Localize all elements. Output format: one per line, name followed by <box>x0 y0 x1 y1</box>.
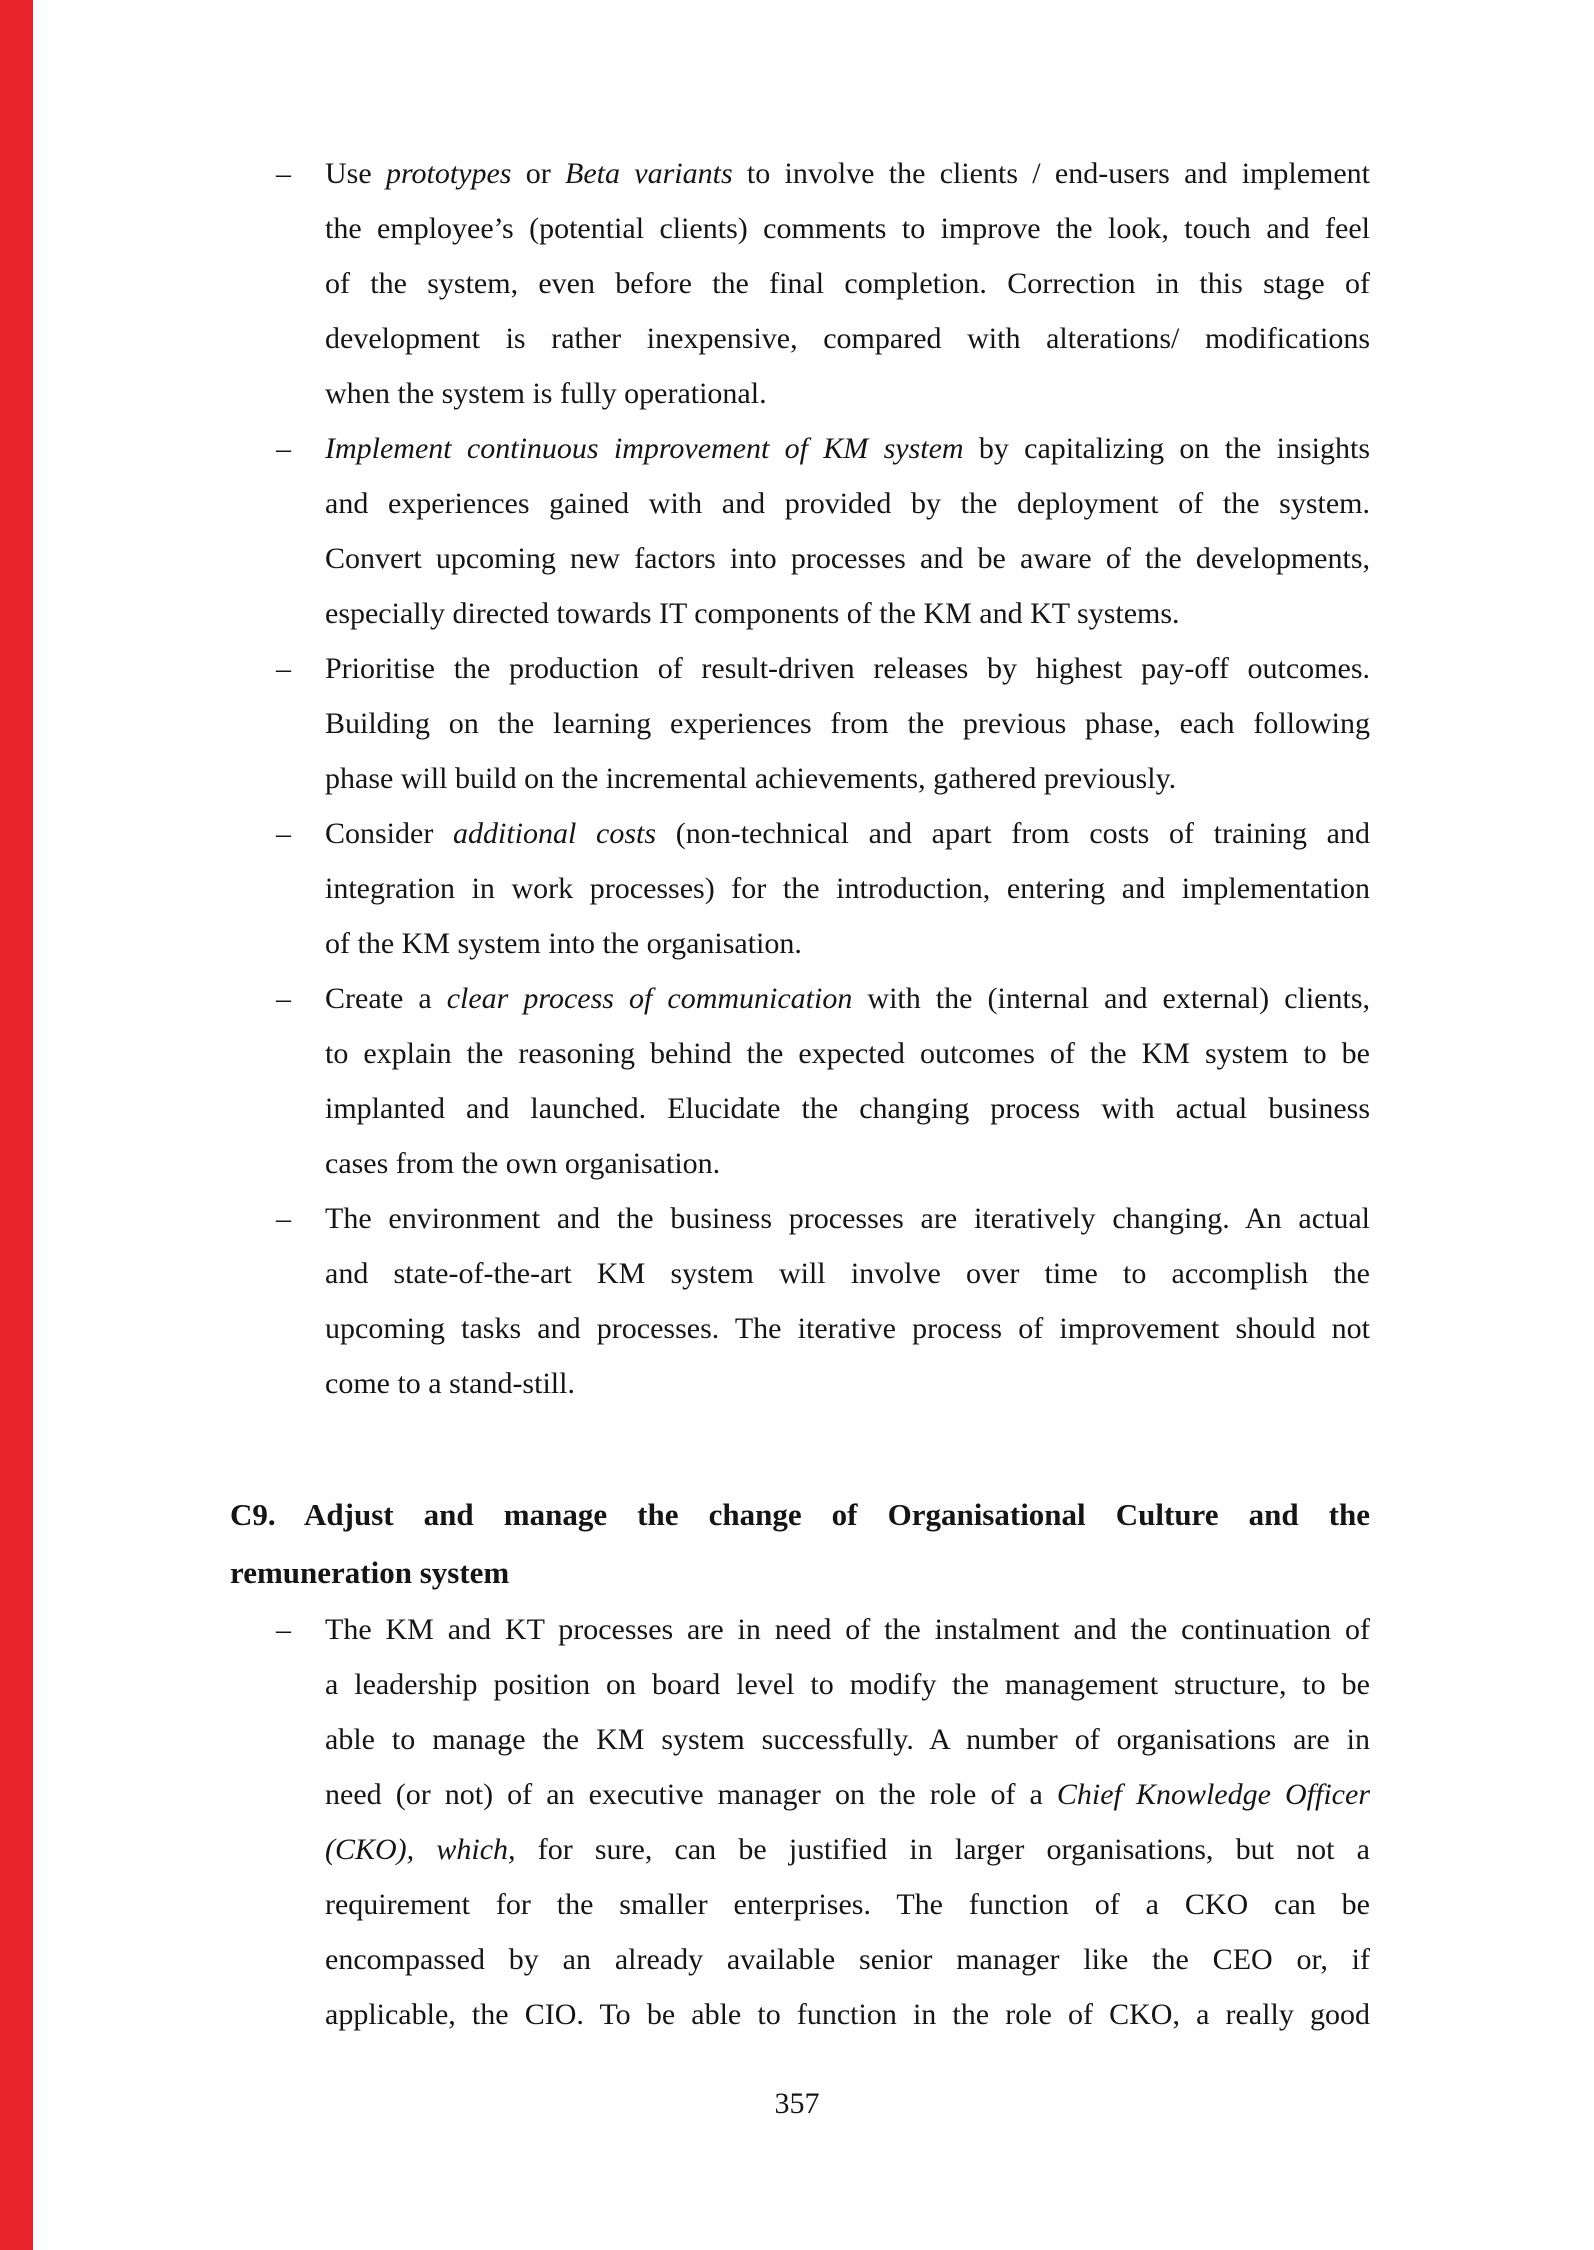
text-line <box>325 1657 1370 1712</box>
text-line <box>325 146 1370 201</box>
text-line <box>325 1026 1370 1081</box>
bullet-item <box>230 971 1370 1191</box>
text-run: and state-of-the-art KM system will involve over time to accomplish the <box>325 1257 1370 1290</box>
text-line <box>325 806 1370 861</box>
text-run: of the system, even before the final completion. Correction in this stage of <box>325 267 1370 300</box>
text-run: The KM and KT processes are in need of the instalment and the continuation of <box>325 1613 1370 1646</box>
text-line <box>325 641 1370 696</box>
text-run: phase will build on the incremental achievements, gathered previously. <box>325 762 1177 795</box>
italic-text-run: Beta variants <box>565 157 733 190</box>
text-run: (non-technical and apart from costs of training and <box>656 817 1370 850</box>
text-run: when the system is fully operational. <box>325 377 767 410</box>
text-line <box>325 751 1370 806</box>
bullet-marker: – <box>276 432 291 465</box>
text-line <box>325 311 1370 366</box>
text-line <box>325 861 1370 916</box>
page-content <box>230 146 1370 2042</box>
bullet-text <box>325 641 1370 806</box>
bullet-marker: – <box>276 1202 291 1235</box>
bullet-marker: – <box>276 157 291 190</box>
text-run: applicable, the CIO. To be able to function in the role of CKO, a really good <box>325 1998 1370 2031</box>
bullet-marker: – <box>276 1613 291 1646</box>
text-line <box>325 1191 1370 1246</box>
bullet-list-top <box>230 146 1370 1411</box>
bullet-marker: – <box>276 982 291 1015</box>
bullet-text <box>325 1602 1370 2042</box>
text-run: by capitalizing on the insights <box>963 432 1370 465</box>
italic-text-run: additional costs <box>453 817 657 850</box>
bullet-item <box>230 1602 1370 2042</box>
text-run: cases from the own organisation. <box>325 1147 721 1180</box>
text-line <box>325 1877 1370 1932</box>
text-run: Prioritise the production of result-driven releases by highest pay-off outcomes. <box>325 652 1370 685</box>
text-run: Building on the learning experiences from the previous phase, each following <box>325 707 1370 740</box>
text-run: or <box>511 157 566 190</box>
bullet-marker: – <box>276 652 291 685</box>
bullet-item <box>230 1191 1370 1411</box>
text-line <box>325 1712 1370 1767</box>
text-line <box>325 586 1370 641</box>
bullet-item <box>230 421 1370 641</box>
text-line <box>325 256 1370 311</box>
text-run: Consider <box>325 817 454 850</box>
page-number: 357 <box>774 2087 820 2120</box>
text-run: for sure, can be justified in larger organisations, but not a <box>515 1833 1370 1866</box>
text-run: upcoming tasks and processes. The iterative process of improvement should not <box>325 1312 1370 1345</box>
italic-text-run: (CKO), which, <box>325 1833 516 1866</box>
text-line <box>325 916 1370 971</box>
text-run: to explain the reasoning behind the expected outcomes of the KM system to be <box>325 1037 1370 1070</box>
text-run: Use <box>325 157 386 190</box>
text-line <box>325 201 1370 256</box>
text-line <box>325 1136 1370 1191</box>
bullet-text <box>325 421 1370 641</box>
text-run: requirement for the smaller enterprises. The function of a CKO can be <box>325 1888 1370 1921</box>
italic-text-run: prototypes <box>385 157 512 190</box>
text-run: integration in work processes) for the introduction, entering and implementation <box>325 872 1370 905</box>
text-run: come to a stand-still. <box>325 1367 575 1400</box>
bullet-text <box>325 971 1370 1191</box>
bullet-text <box>325 1191 1370 1411</box>
text-run: of the KM system into the organisation. <box>325 927 802 960</box>
bullet-marker: – <box>276 817 291 850</box>
text-run: the employee’s (potential clients) comments to improve the look, touch and feel <box>325 212 1370 245</box>
text-line <box>325 1822 1370 1877</box>
text-run: especially directed towards IT components of the KM and KT systems. <box>325 597 1180 630</box>
text-line <box>325 971 1370 1026</box>
text-run: with the (internal and external) clients, <box>852 982 1370 1015</box>
text-line <box>325 1356 1370 1411</box>
text-line <box>325 1932 1370 1987</box>
bullet-item <box>230 641 1370 806</box>
text-line <box>325 531 1370 586</box>
bullet-item <box>230 146 1370 421</box>
bullet-list-bottom <box>230 1602 1370 2042</box>
bullet-text <box>325 146 1370 421</box>
text-line <box>325 421 1370 476</box>
text-run: The environment and the business processes are iteratively changing. An actual <box>325 1202 1370 1235</box>
text-run: to involve the clients / end-users and implement <box>732 157 1370 190</box>
text-line <box>325 696 1370 751</box>
section-heading-line-1: C9. Adjust and manage the change of Organisational Culture and the <box>230 1497 1370 1532</box>
text-line <box>325 476 1370 531</box>
bullet-item <box>230 806 1370 971</box>
text-line <box>325 1602 1370 1657</box>
text-line <box>325 366 1370 421</box>
text-run: Create a <box>325 982 447 1015</box>
text-line <box>325 1301 1370 1356</box>
italic-text-run: clear process of communication <box>446 982 853 1015</box>
text-line <box>325 1987 1370 2042</box>
text-run: implanted and launched. Elucidate the changing process with actual business <box>325 1092 1370 1125</box>
text-run: encompassed by an already available senior manager like the CEO or, if <box>325 1943 1370 1976</box>
italic-text-run: Implement continuous improvement of KM system <box>325 432 964 465</box>
bullet-text <box>325 806 1370 971</box>
section-heading-line-2: remuneration system <box>230 1555 510 1590</box>
text-run: a leadership position on board level to modify the management structure, to be <box>325 1668 1370 1701</box>
text-line <box>325 1767 1370 1822</box>
section-heading <box>230 1486 1370 1602</box>
text-run: able to manage the KM system successfully. A number of organisations are in <box>325 1723 1370 1756</box>
text-run: development is rather inexpensive, compared with alterations/ modifications <box>325 322 1370 355</box>
text-line <box>325 1246 1370 1301</box>
text-run: Convert upcoming new factors into processes and be aware of the developments, <box>325 542 1370 575</box>
text-run: need (or not) of an executive manager on the role of a <box>325 1778 1057 1811</box>
italic-text-run: Chief Knowledge Officer <box>1056 1778 1370 1811</box>
red-edge-bar <box>0 0 33 2250</box>
text-run: and experiences gained with and provided by the deployment of the system. <box>325 487 1370 520</box>
text-line <box>325 1081 1370 1136</box>
